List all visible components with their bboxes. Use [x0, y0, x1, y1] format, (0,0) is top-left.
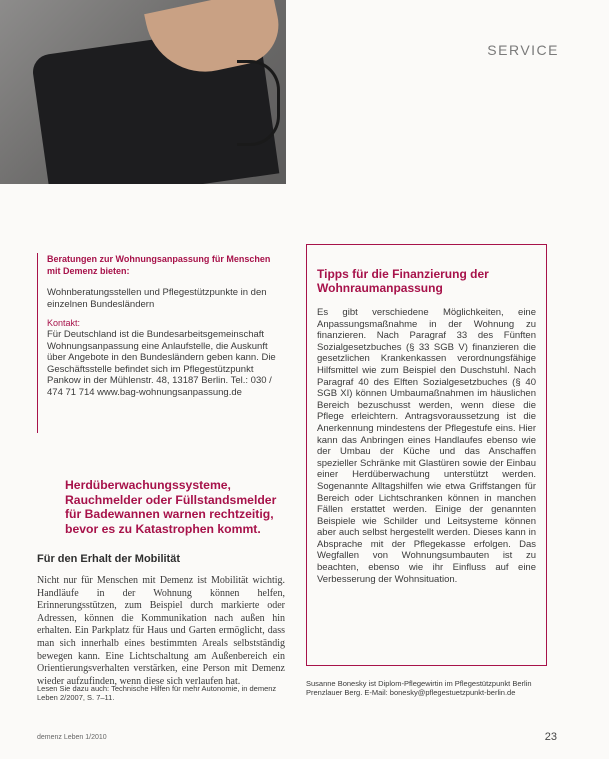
reference-note: Lesen Sie dazu auch: Technische Hilfen für mehr Autonomie, in demenz Leben 2/2007, S. 7–11.: [37, 684, 277, 702]
finance-box: [306, 244, 547, 666]
page-number: 23: [544, 731, 557, 743]
contact-label: Kontakt:: [47, 318, 81, 328]
telephone-photo: [0, 0, 286, 184]
mobility-text: Nicht nur für Menschen mit Demenz ist Mobilität wichtig. Handläufe in der Wohnung können helfen, Erinnerungsstützen, zum Beispiel durch markierte oder Adressen, können die Kommunikation nach außen hin erhalten. Ein Parkplatz für Haus und Garten ermöglicht, dass man sich innerhalb eines bestimmten Areals selbstständig bewegen kann. Eine Lichtschaltung am Außenbereich ein Orientierungsverhalten verstärken, eine Person mit Demenz wieder aufzufinden, wenn diese sich verlaufen hat.: [37, 575, 285, 687]
consult-intro: Wohnberatungsstellen und Pflegestützpunkte in den einzelnen Bundesländern: [47, 287, 267, 310]
publication-footer: demenz Leben 1/2010: [37, 734, 107, 741]
consult-heading: Beratungen zur Wohnungsanpassung für Menschen mit Demenz bieten:: [47, 254, 271, 276]
contact-text: Für Deutschland ist die Bundesarbeitsgemeinschaft Wohnungsanpassung eine Anlaufstelle, die Auskunft über Angebote in den Bundesländern geben kann. Die Geschäftsstelle befindet sich im Pflegestützpunkt Pankow in der Mühlenstr. 48, 13187 Berlin. Tel.: 030 / 474 71 714 www.bag-wohnungsanpassung.de: [47, 329, 276, 398]
author-caption: Susanne Bonesky ist Diplom-Pflegewirtin im Pflegestützpunkt Berlin Prenzlauer Berg. E-Mail: bonesky@pflegestuetzpunkt-berlin.de: [306, 679, 532, 697]
finance-title: Tipps für die Finanzierung der Wohnraumanpassung: [317, 267, 489, 295]
section-label: SERVICE: [487, 42, 559, 58]
consult-box: [37, 253, 286, 433]
pull-quote: Herdüberwachungssysteme, Rauchmelder oder Füllstandsmelder für Badewannen warnen rechtzeitig, bevor es zu Katastrophen kommt.: [65, 478, 277, 536]
mobility-title: Für den Erhalt der Mobilität: [37, 553, 181, 565]
finance-text: Es gibt verschiedene Möglichkeiten, eine Anpassungsmaßnahme in der Wohnung zu finanzieren. Nach Paragraf 33 des Fünften Sozialgesetzbuches (§ 33 SGB V) finanzieren die gesetzlichen Krankenkassen verordnungsfähige Hilfsmittel wie zum Beispiel den Duschstuhl. Nach Paragraf 40 des Elften Sozialgesetzbuches (§ 40 SGB XI) können Umbaumaßnahmen im häuslichen Bereich bezuschusst werden, wenn diese die Pflege erleichtern. Antragsvoraussetzung ist die Anerkennung mindestens der Pflegestufe eins. Hier kann das Anbringen eines Handlaufes ebenso wie der Umbau der Küche und das Anschaffen spezieller Schränke mit Glastüren sowie der Einbau einer Herdüberwachung unterstützt werden. Sogenannte Alltagshilfen wie etwa Griffstangen für Bereich oder Lichtschranken können in manchen Fällen erstattet werden. Einige der genannten Beispiele wie Schilder und Leitsysteme können aber auch selbst hergestellt werden. Dieses kann in Absprache mit der Pflegekasse erfolgen. Das Wegfallen von Wohnungsumbauten ist zu beachten, ebenso wie ihr Einfluss auf eine Verbesserung der Wohnsituation.: [317, 307, 536, 585]
phone-cord: [237, 60, 280, 146]
